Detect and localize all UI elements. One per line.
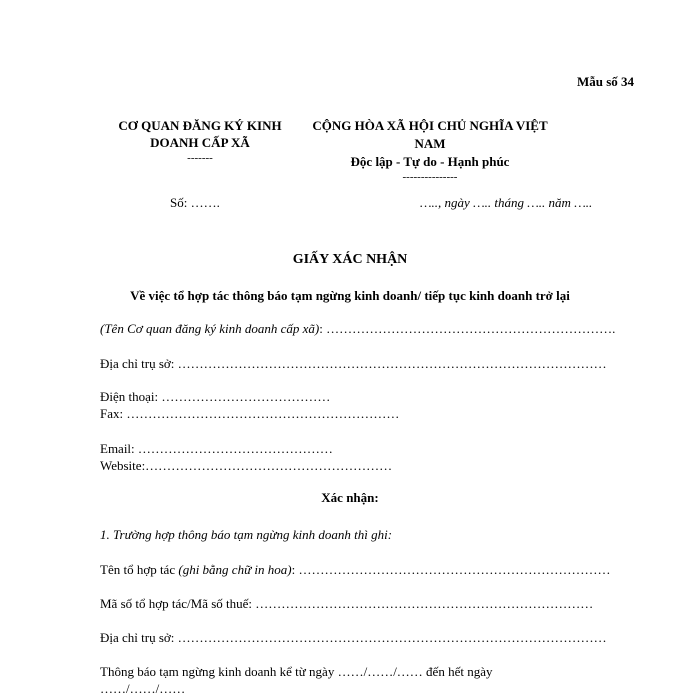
coop-address-dots: : ……………………………………………………………………………………… xyxy=(170,630,607,645)
fax-dots: : ……………………………………………………… xyxy=(119,406,400,421)
phone-dots: : ………………………………… xyxy=(154,389,331,404)
agency-address-dots: : ……………………………………………………………………………………… xyxy=(170,356,607,371)
coop-name-field xyxy=(100,562,610,578)
suspension-period-text: Thông báo tạm ngừng kinh doanh kể từ ngày ……/……/…… đến hết ngày xyxy=(100,664,493,679)
republic-line-1: CỘNG HÒA XÃ HỘI CHỦ NGHĨA VIỆT xyxy=(312,118,548,133)
coop-address-field xyxy=(100,630,607,646)
case1-heading: 1. Trường hợp thông báo tạm ngừng kinh doanh thì ghi: xyxy=(100,527,393,542)
fax-field xyxy=(100,406,399,422)
agency-line-1: CƠ QUAN ĐĂNG KÝ KINH xyxy=(118,118,282,133)
agency-line-2: DOANH CẤP XÃ xyxy=(150,135,250,150)
agency-name-label: (Tên Cơ quan đăng ký kinh doanh cấp xã) xyxy=(100,321,320,336)
confirm-heading: Xác nhận: xyxy=(321,490,379,505)
form-number: Mẫu số 34 xyxy=(576,74,634,89)
website-field xyxy=(100,458,392,474)
agency-name-field xyxy=(100,321,615,337)
email-dots: : ……………………………………… xyxy=(131,441,333,456)
motto-divider: --------------- xyxy=(402,171,458,183)
tax-code-label: Mã số tổ hợp tác/Mã số thuế xyxy=(100,596,249,611)
coop-address-label: Địa chỉ trụ sở xyxy=(100,630,171,645)
website-label: Website xyxy=(100,458,142,473)
fax-label: Fax xyxy=(100,406,120,421)
document-title: GIẤY XÁC NHẬN xyxy=(292,252,408,267)
suspension-end-date: ……/……/…… xyxy=(100,681,186,696)
email-label: Email xyxy=(100,441,132,456)
issuing-agency-block xyxy=(88,117,312,165)
coop-name-hint: (ghi bằng chữ in hoa) xyxy=(178,562,292,577)
coop-name-dots: : ……………………………………………………………… xyxy=(291,562,611,577)
document-number-line: Số: ……. xyxy=(170,195,220,210)
agency-divider: ------- xyxy=(187,152,213,164)
republic-line-2: NAM xyxy=(414,136,446,151)
phone-label: Điện thoại xyxy=(100,389,155,404)
agency-address-label: Địa chỉ trụ sở xyxy=(100,356,171,371)
document-date-line: ….., ngày ….. tháng ….. năm ….. xyxy=(420,195,593,210)
tax-code-dots: : …………………………………………………………………… xyxy=(248,596,594,611)
agency-address-field xyxy=(100,356,607,372)
phone-field xyxy=(100,389,330,405)
national-header-block xyxy=(310,117,550,184)
national-motto: Độc lập - Tự do - Hạnh phúc xyxy=(350,154,510,169)
tax-code-field xyxy=(100,596,593,612)
email-field xyxy=(100,441,333,457)
agency-name-dots: : …………………………………………………………. xyxy=(319,321,616,336)
coop-name-label: Tên tổ hợp tác xyxy=(100,562,179,577)
document-subtitle: Về việc tổ hợp tác thông báo tạm ngừng kinh doanh/ tiếp tục kinh doanh trở lại xyxy=(130,288,570,303)
website-dots: :………………………………………………… xyxy=(141,458,393,473)
